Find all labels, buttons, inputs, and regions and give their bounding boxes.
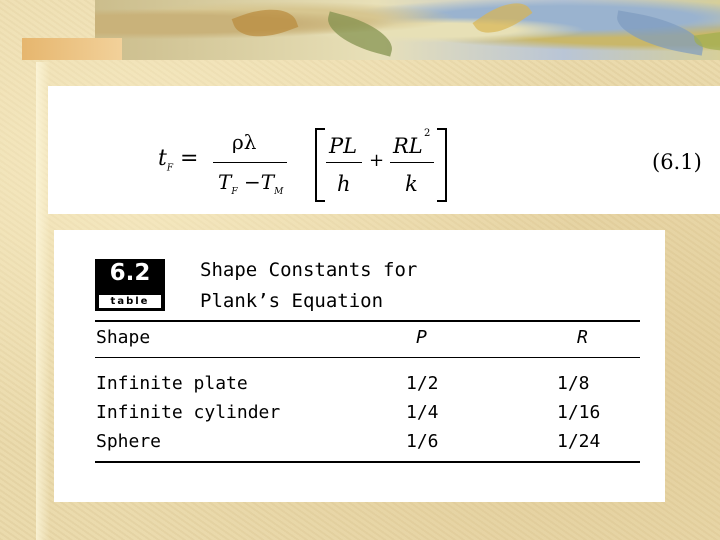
table-cell-r: 1/8 <box>557 373 590 394</box>
fraction-numerator: PL <box>329 134 358 158</box>
table-title <box>200 255 417 317</box>
leaf-decoration <box>323 11 398 56</box>
fraction-bar <box>213 162 287 163</box>
leaf-decoration <box>232 0 299 47</box>
column-header-p: P <box>416 327 427 348</box>
table-header-rule <box>95 357 640 358</box>
table-bottom-rule <box>95 461 640 463</box>
fraction-denominator: k <box>405 172 418 196</box>
right-bracket <box>437 128 447 202</box>
table-badge <box>95 259 165 311</box>
fraction-denominator: h <box>337 172 351 196</box>
banner-accent <box>22 38 122 60</box>
fraction-bar <box>326 162 362 163</box>
table-cell-p: 1/6 <box>406 431 439 452</box>
leaf-decoration <box>473 0 533 44</box>
table-number: 6.2 <box>109 260 151 286</box>
equation-lhs: $t_F$ <box>158 146 174 174</box>
plus-operator: + <box>369 150 385 171</box>
table-cell-shape: Infinite cylinder <box>96 402 281 423</box>
table-cell-p: 1/4 <box>406 402 439 423</box>
table-cell-shape: Infinite plate <box>96 373 248 394</box>
equation-equals: = <box>180 146 199 171</box>
table-cell-p: 1/2 <box>406 373 439 394</box>
decorative-banner <box>95 0 720 60</box>
fraction-bar <box>390 162 434 163</box>
left-bracket <box>315 128 325 202</box>
equation-number: (6.1) <box>652 150 702 174</box>
fraction-numerator: ρλ <box>232 130 257 154</box>
fraction-denominator: $T_F -T_M$ <box>218 170 284 197</box>
column-header-shape: Shape <box>96 327 151 348</box>
table-cell-shape: Sphere <box>96 431 162 452</box>
table-title-line: Plank’s Equation <box>200 290 384 312</box>
table-title-line: Shape Constants for <box>200 259 418 281</box>
table-top-rule <box>95 320 640 322</box>
fraction-numerator: RL <box>393 134 423 158</box>
leaf-decoration <box>613 10 707 55</box>
exponent: 2 <box>424 128 431 139</box>
table-cell-r: 1/16 <box>557 402 601 423</box>
column-header-r: R <box>577 327 588 348</box>
table-cell-r: 1/24 <box>557 431 601 452</box>
table-label: table <box>99 295 161 308</box>
